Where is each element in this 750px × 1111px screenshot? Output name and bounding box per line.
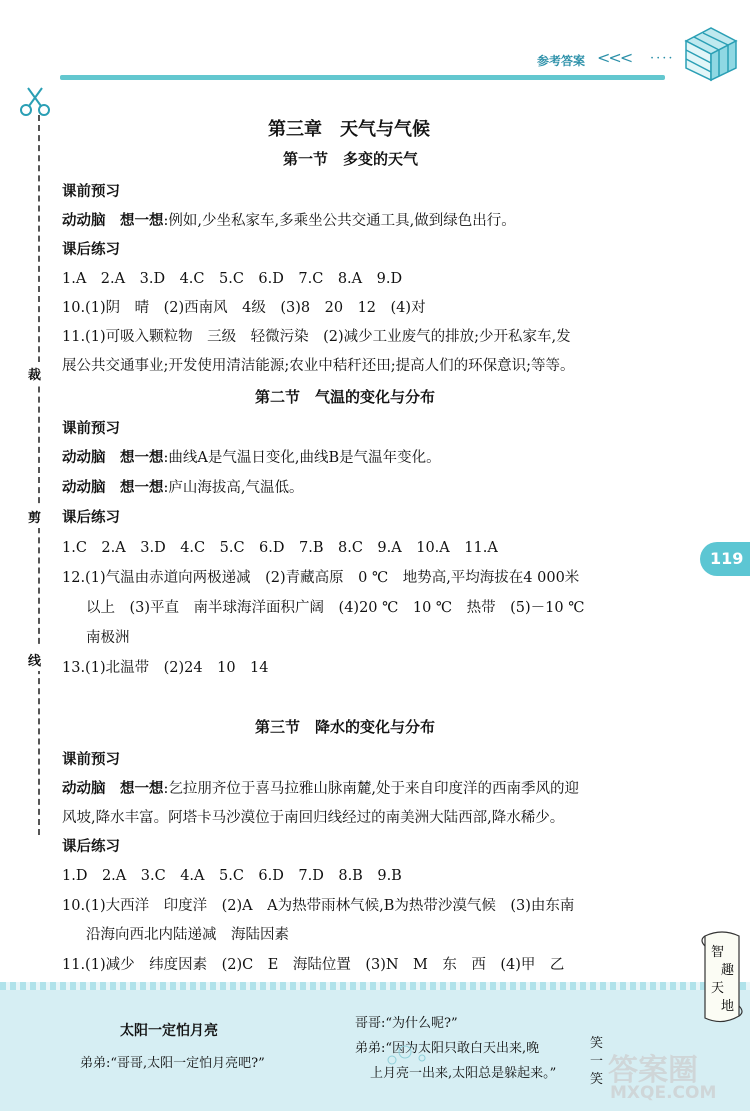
page-number: 119	[700, 542, 750, 576]
joke-title: 太阳一定怕月亮	[120, 1023, 218, 1039]
s3-think-label: 动动脑 想一想	[62, 781, 164, 797]
s2-think-label: 动动脑 想一想	[62, 480, 164, 496]
chapter-title: 第三章 天气与气候	[268, 119, 430, 140]
cut-mark-cai: 裁	[28, 362, 41, 385]
s3-think-text: :乞拉朋齐位于喜马拉雅山脉南麓,处于来自印度洋的西南季风的迎	[163, 781, 579, 797]
s2-post-heading: 课后练习	[62, 510, 120, 526]
scroll-char: 地	[721, 999, 735, 1014]
header-dots: ····	[650, 51, 675, 66]
side-label-char: 笑	[590, 1036, 604, 1051]
s2-think-2	[62, 476, 304, 497]
joke-line: 弟弟:“哥哥,太阳一定怕月亮吧?”	[80, 1056, 265, 1071]
s2-answer-line: 1.C 2.A 3.D 4.C 5.C 6.D 7.B 8.C 9.A 10.A 11.A	[62, 540, 498, 556]
s2-think-text: :曲线A是气温日变化,曲线B是气温年变化。	[163, 450, 441, 466]
s1-answer-line: 10.(1)阴 晴 (2)西南风 4级 (3)8 20 12 (4)对	[62, 300, 426, 316]
section-1-title: 第一节 多变的天气	[283, 150, 419, 168]
s2-think-1	[62, 446, 441, 467]
header-arrows-icon: <<<	[597, 48, 632, 67]
s2-answer-line: 12.(1)气温由赤道向两极递减 (2)青藏高原 0 ℃ 地势高,平均海拔在4 000米	[62, 570, 580, 586]
joke-line: 哥哥:“为什么呢?”	[355, 1016, 458, 1031]
s1-answer-line: 展公共交通事业;开发使用清洁能源;农业中秸秆还田;提高人们的环保意识;等等。	[62, 358, 575, 374]
s1-pre-heading: 课前预习	[62, 184, 120, 200]
s1-think	[62, 209, 516, 230]
scroll-char: 趣	[721, 963, 735, 978]
s1-think-label: 动动脑 想一想	[62, 213, 164, 229]
s3-answer-line: 沿海向西北内陆递减 海陆因素	[86, 927, 289, 943]
s2-pre-heading: 课前预习	[62, 421, 120, 437]
cut-line	[38, 115, 40, 835]
scroll-banner-icon	[697, 928, 747, 1028]
scissors-icon	[18, 84, 52, 118]
s3-answer-line: 10.(1)大西洋 印度洋 (2)A A为热带雨林气候,B为热带沙漠气候 (3)由东南	[62, 898, 575, 914]
section-3-title: 第三节 降水的变化与分布	[255, 718, 436, 736]
scroll-char: 天	[711, 981, 725, 996]
side-label-char: 笑	[590, 1072, 604, 1087]
scroll-char: 智	[711, 945, 725, 960]
s2-think-text: :庐山海拔高,气温低。	[163, 480, 304, 496]
s3-pre-heading: 课前预习	[62, 752, 120, 768]
s2-answer-line: 以上 (3)平直 南半球海洋面积广阔 (4)20 ℃ 10 ℃ 热带 (5)－10 ℃	[86, 600, 585, 616]
watermark-url: MXQE.COM	[610, 1083, 717, 1103]
bubble-decoration-icon	[380, 1030, 440, 1075]
s3-answer-line: 1.D 2.A 3.C 4.A 5.C 6.D 7.D 8.B 9.B	[62, 868, 402, 884]
rubiks-cube-icon	[676, 16, 746, 86]
joke-line: 弟弟:“因为太阳只敢白天出来,晚	[355, 1041, 540, 1056]
header-label: 参考答案	[537, 54, 586, 68]
s3-think	[62, 777, 579, 798]
s2-answer-line: 南极洲	[86, 630, 130, 646]
s1-answer-line: 1.A 2.A 3.D 4.C 5.C 6.D 7.C 8.A 9.D	[62, 271, 403, 287]
section-2-title: 第二节 气温的变化与分布	[255, 388, 436, 406]
joke-line: 上月亮一出来,太阳总是躲起来。”	[370, 1066, 557, 1081]
watermark-logo: 答案圈	[608, 1053, 698, 1088]
s2-think-label: 动动脑 想一想	[62, 450, 164, 466]
header-rule	[60, 75, 665, 80]
cut-mark-jian: 剪	[28, 505, 41, 528]
cut-mark-xian: 线	[28, 648, 41, 671]
s3-think-cont: 风坡,降水丰富。阿塔卡马沙漠位于南回归线经过的南美洲大陆西部,降水稀少。	[62, 810, 565, 826]
s1-post-heading: 课后练习	[62, 242, 120, 258]
side-label-char: 一	[590, 1054, 604, 1069]
s1-answer-line: 11.(1)可吸入颗粒物 三级 轻微污染 (2)减少工业废气的排放;少开私家车,发	[62, 329, 571, 345]
s3-post-heading: 课后练习	[62, 839, 120, 855]
s1-think-text: :例如,少坐私家车,多乘坐公共交通工具,做到绿色出行。	[163, 213, 516, 229]
s3-answer-line: 11.(1)减少 纬度因素 (2)C E 海陆位置 (3)N M 东 西 (4)甲 乙	[62, 957, 565, 973]
s2-answer-line: 13.(1)北温带 (2)24 10 14	[62, 660, 269, 676]
